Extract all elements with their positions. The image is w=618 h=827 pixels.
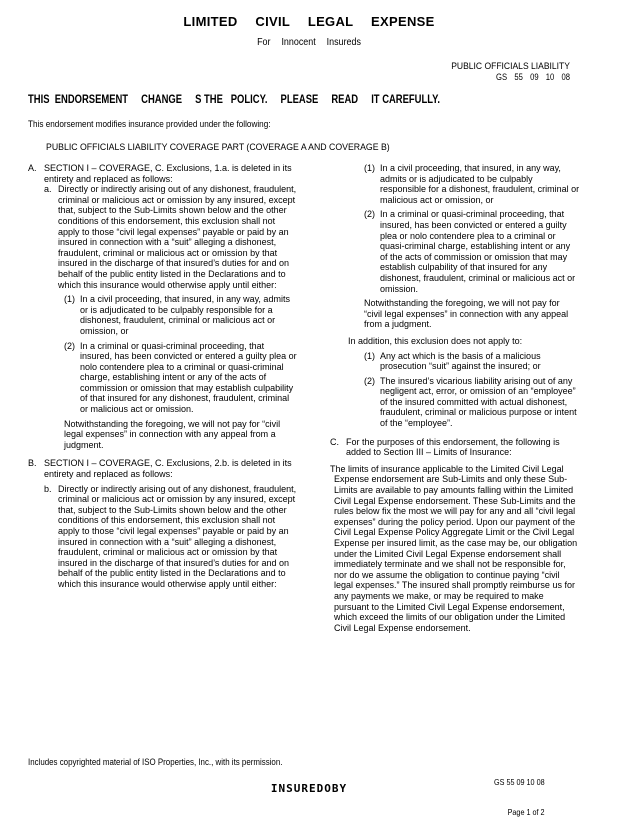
exclusion-b-item-1-text: In a civil proceeding, that insured, in any way, admits or is adjudicated to be culpably responsible for a dishonest, fraudulent, criminal or malicious act or omission, or [380, 163, 580, 205]
addition-item-1-label: (1) [364, 350, 375, 361]
exclusion-a-appeal-note: Notwithstanding the foregoing, we will not pay for “civil legal expenses” in connection with any appeal from a judgment. [64, 418, 281, 450]
notice-banner: THIS ENDORSEMENT CHANGE S THE POLICY. PLEASE READ IT CAREFULLY. [28, 94, 441, 106]
modifies-statement: This endorsement modifies insurance provided under the following: [28, 119, 271, 130]
exclusion-b-item-2-text: In a criminal or quasi-criminal proceeding, that insured, has been convicted or entered a guilty plea or nolo contendere plea to a criminal or quasi-criminal charge, establishing intent or any of the acts of commission or omission that may establish culpability of that insured for any dishonest, fraudulent, criminal or malicious act or omission. [380, 209, 576, 294]
right-column [330, 163, 580, 633]
section-b-text: SECTION I – COVERAGE, C. Exclusions, 2.b. is deleted in its entirety and replaced as follows: [44, 458, 292, 480]
left-column [28, 163, 298, 590]
exclusion-b-appeal-note: Notwithstanding the foregoing, we will not pay for “civil legal expenses” in connection with any appeal from a judgment. [364, 298, 569, 330]
form-name: PUBLIC OFFICIALS LIABILITY [451, 61, 570, 72]
exclusion-a-item-2-label: (2) [64, 340, 75, 351]
exclusion-b-item-1-label: (1) [364, 163, 375, 173]
addition-item-2-text: The insured’s vicarious liability arising out of any negligent act, error, or omission of an “employee” of the insured committed with actual dishonest, fraudulent, criminal or malicious purpose or intent of the “employee”. [380, 375, 577, 429]
exclusion-a-item-2 [64, 341, 298, 415]
section-c [330, 437, 580, 458]
limits-of-insurance-text: The limits of insurance applicable to the Limited Civil Legal Expense endorsement are Sub-Limits and only these Sub-Limits are available to pay amounts falling within the Limited Civil Legal Expense endorsement. These Sub-Limits and the rules below fix the most we will pay for any and all “civil legal expenses” during the policy period. Upon our payment of the Civil Legal Expense Policy Aggregate Limit or the Civil Legal Expense per insured limit, as the case may be, our obligation under the Limited Civil Legal Expense endorsement shall immediately terminate and we shall not be responsible for, nor do we assume the obligation to continue paying “civil legal expenses.” The insured shall promptly reimburse us for any payments we make, or may be required to make pursuant to the Limited Civil Legal Expense endorsement, which exceed the limits of our obligation under the Limited Civil Legal Expense endorsement. [330, 463, 578, 633]
page-number: Page 1 of 2 [507, 807, 545, 817]
endorsement-subtitle: For Innocent Insureds [257, 36, 361, 48]
exclusion-b-item-2 [364, 209, 580, 294]
exclusion-a [44, 184, 298, 290]
section-c-label: C. [330, 436, 339, 447]
addition-item-2-label: (2) [364, 375, 375, 386]
exclusion-a-item-1-label: (1) [64, 294, 75, 305]
endorsement-title: LIMITED CIVIL LEGAL EXPENSE [183, 14, 435, 29]
section-a-text: SECTION I – COVERAGE, C. Exclusions, 1.a. is deleted in its entirety and replaced as follows: [44, 163, 292, 184]
addition-item-1-text: Any act which is the basis of a malicious prosecution “suit” against the insured; or [380, 350, 541, 372]
form-number: GS 55 09 10 08 [495, 72, 570, 82]
section-c-text: For the purposes of this endorsement, the following is added to Section III – Limits of Insurance: [346, 436, 560, 458]
watermark-stamp: INSUREDOBY [270, 782, 348, 795]
exclusion-b-label: b. [44, 483, 52, 494]
exclusion-a-text: Directly or indirectly arising out of any dishonest, fraudulent, criminal or malicious act or omission by any insured, except that, subject to the Sub-Limits shown below and the other conditions of this endorsement, this exclusion shall not apply to those “civil legal expenses” payable or paid by an insured in connection with a “suit” alleging a dishonest, fraudulent, criminal or malicious act or omission by that insured in the discharge of that insured’s duties for and on behalf of the public entity listed in the Declarations and to which this insurance would otherwise apply until either: [58, 184, 297, 290]
exclusion-b [44, 484, 298, 590]
exclusion-b-item-1 [364, 163, 580, 205]
exclusion-b-item-2-label: (2) [364, 209, 375, 220]
exclusion-a-item-1 [64, 294, 298, 336]
exclusion-a-item-2-text: In a criminal or quasi-criminal proceeding, that insured, has been convicted or entered a guilty plea or nolo contendere plea to a criminal or quasi-criminal charge, establishing intent or any of the acts of commission or omission that may establish culpability of that insured for any dishonest, fraudulent, criminal or malicious act or omission. [80, 340, 297, 415]
exclusion-b-text: Directly or indirectly arising out of any dishonest, fraudulent, criminal or malicious act or omission by any insured, except that, subject to the Sub-Limits shown below and the other conditions of this endorsement, this exclusion shall not apply to those “civil legal expenses” payable or paid by an insured in connection with a “suit” alleging a dishonest, fraudulent, criminal or malicious act or omission by that insured in the discharge of that insured’s duties for and on behalf of the public entity listed in the Declarations and to which this insurance would otherwise apply until either: [58, 483, 297, 589]
addition-item-1 [364, 351, 580, 372]
addition-item-2 [364, 376, 580, 429]
coverage-part-heading: PUBLIC OFFICIALS LIABILITY COVERAGE PART (COVERAGE A AND COVERAGE B) [46, 142, 390, 153]
footer-form-number: GS 55 09 10 08 [494, 777, 545, 787]
section-a [28, 163, 298, 184]
exclusion-a-item-1-text: In a civil proceeding, that insured, in any way, admits or is adjudicated to be culpably responsible for a dishonest, fraudulent, criminal or malicious act or omission, or [80, 294, 290, 336]
section-b [28, 458, 298, 479]
copyright-notice: Includes copyrighted material of ISO Properties, Inc., with its permission. [28, 757, 283, 767]
exclusion-a-label: a. [44, 184, 52, 195]
section-b-label: B. [28, 458, 37, 469]
section-a-label: A. [28, 163, 37, 173]
addition-statement: In addition, this exclusion does not apply to: [348, 335, 523, 346]
